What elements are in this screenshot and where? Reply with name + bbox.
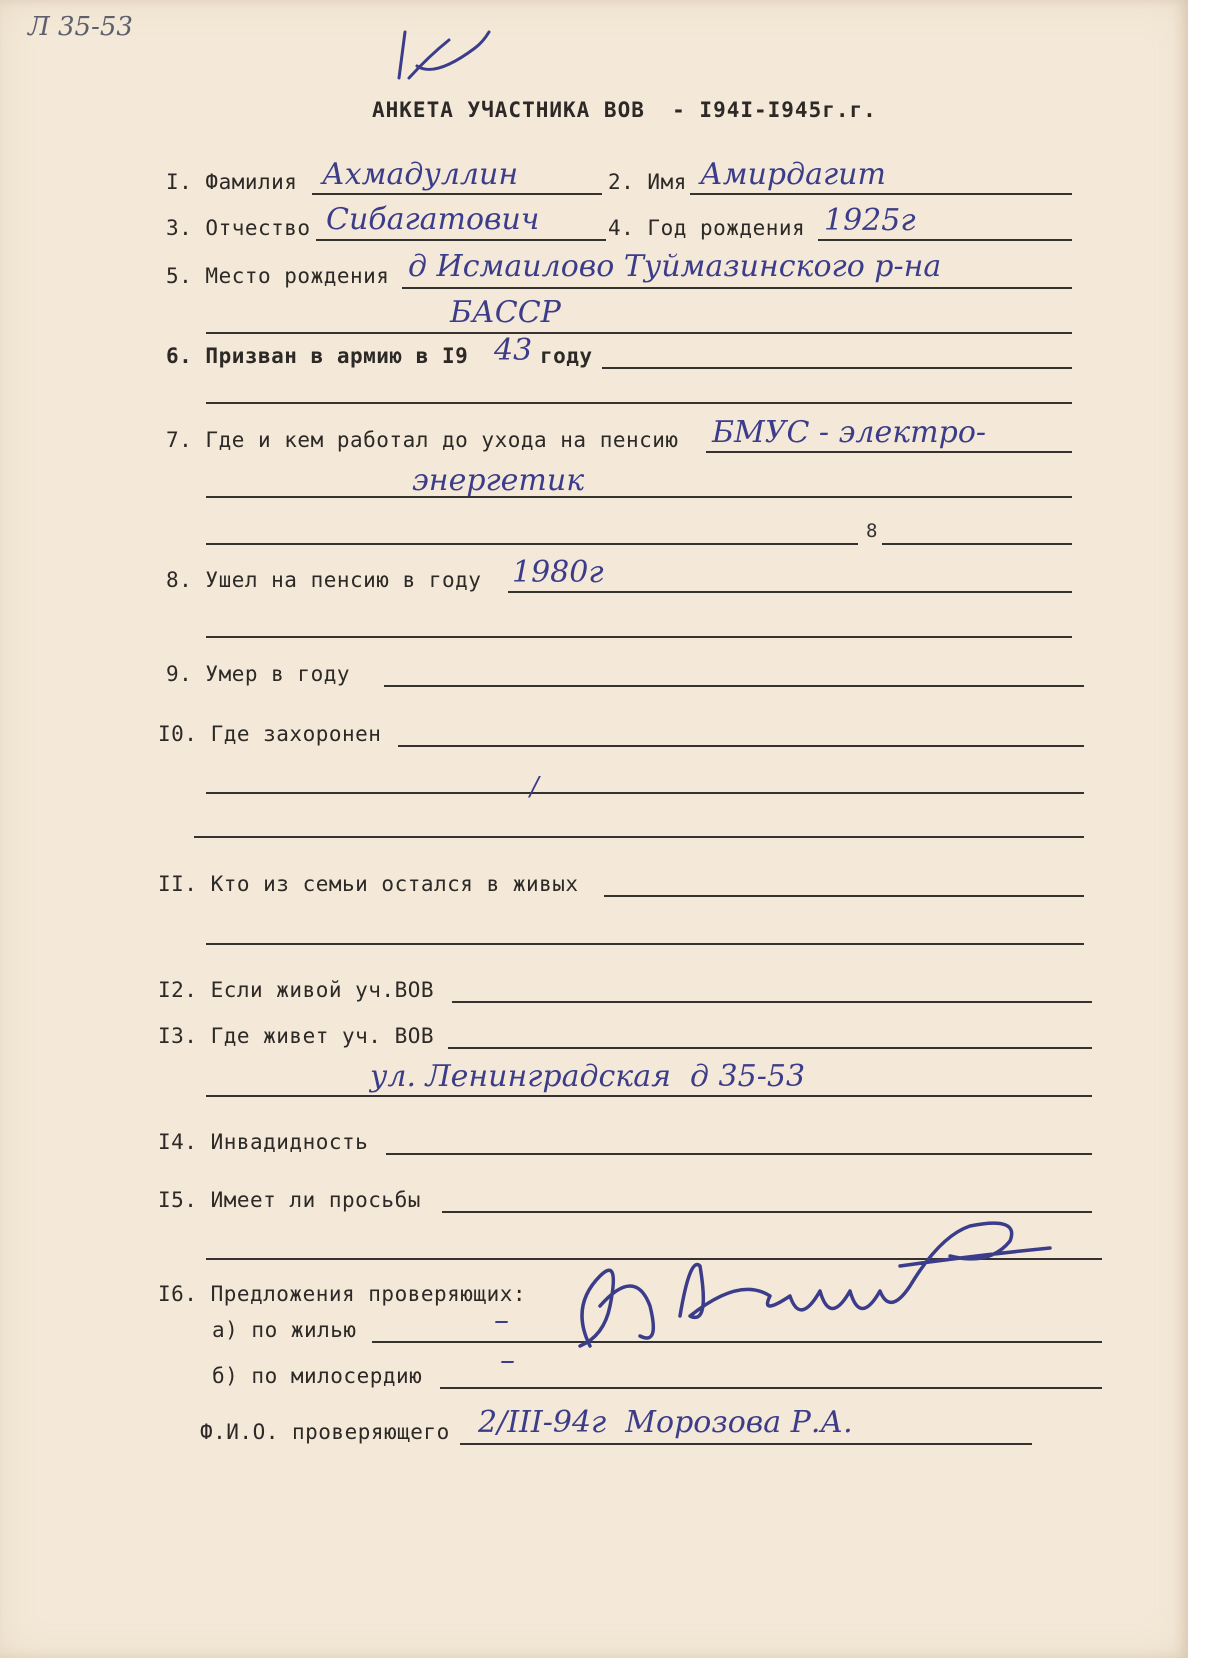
disability-line xyxy=(386,1153,1092,1155)
alive-line xyxy=(452,1001,1092,1003)
surname-label: I. Фамилия xyxy=(166,170,298,194)
death-year-label: 9. Умер в году xyxy=(166,662,351,686)
retired-value: 1980г xyxy=(512,555,604,590)
firstname-label: 2. Имя xyxy=(608,170,687,194)
burial-line-3 xyxy=(194,836,1084,838)
signature-image xyxy=(540,1196,1060,1366)
inspector-label: Ф.И.О. проверяющего xyxy=(200,1420,450,1444)
death-year-line xyxy=(384,685,1084,687)
conscripted-year-value: 43 xyxy=(494,333,533,368)
birth-year-value: 1925г xyxy=(824,203,916,238)
surname-line xyxy=(312,193,602,195)
check-mark-icon xyxy=(395,26,495,86)
requests-label: I5. Имеет ли просьбы xyxy=(158,1188,421,1212)
proposals-label: I6. Предложения проверяющих: xyxy=(158,1282,527,1306)
work-label: 7. Где и кем работал до ухода на пенсию xyxy=(166,428,679,452)
alive-label: I2. Если живой уч.ВОВ xyxy=(158,978,435,1002)
patronymic-value: Сибагатович xyxy=(326,202,540,237)
disability-label: I4. Инвадидность xyxy=(158,1130,369,1154)
birthplace-value-1: д Исмаилово Туймазинского р-на xyxy=(408,249,942,284)
birth-year-line xyxy=(818,239,1072,241)
inspector-value: 2/III-94г Морозова Р.А. xyxy=(478,1405,853,1440)
firstname-line xyxy=(690,193,1072,195)
work-line-3a xyxy=(206,543,858,545)
birthplace-line-1 xyxy=(402,287,1072,289)
conscripted-line-1 xyxy=(602,367,1072,369)
charity-label: б) по милосердию xyxy=(212,1364,423,1388)
work-value-2: энергетик xyxy=(412,463,585,498)
page-mark: 8 xyxy=(866,520,878,542)
burial-line-1 xyxy=(398,745,1084,747)
work-line-2 xyxy=(206,496,1072,498)
patronymic-line xyxy=(316,239,606,241)
residence-line-2 xyxy=(206,1095,1092,1097)
retired-line-2 xyxy=(206,636,1072,638)
surname-value: Ахмадуллин xyxy=(322,157,519,192)
residence-line-1 xyxy=(448,1047,1092,1049)
housing-value: – xyxy=(494,1303,509,1338)
retired-line-1 xyxy=(508,591,1072,593)
birthplace-line-2 xyxy=(206,332,1072,334)
work-value-1: БМУС - электро- xyxy=(712,415,987,450)
archive-mark: Л 35-53 xyxy=(28,12,133,42)
family-line-2 xyxy=(206,943,1084,945)
family-line-1 xyxy=(604,895,1084,897)
patronymic-label: 3. Отчество xyxy=(166,216,311,240)
document-title: АНКЕТА УЧАСТНИКА ВОВ - I94I-I945г.г. xyxy=(372,98,877,122)
retired-label: 8. Ушел на пенсию в году xyxy=(166,568,482,592)
burial-line-2 xyxy=(206,792,1084,794)
conscripted-line-2 xyxy=(206,402,1072,404)
charity-line xyxy=(440,1387,1102,1389)
firstname-value: Амирдагит xyxy=(700,157,886,192)
residence-label: I3. Где живет уч. ВОВ xyxy=(158,1024,435,1048)
conscripted-label-suffix: году xyxy=(540,344,593,368)
residence-value: ул. Ленинградская д 35-53 xyxy=(370,1059,806,1094)
birthplace-label: 5. Место рождения xyxy=(166,264,390,288)
work-line-3b xyxy=(882,543,1072,545)
housing-label: а) по жилью xyxy=(212,1318,357,1342)
birth-year-label: 4. Год рождения xyxy=(608,216,806,240)
burial-label: I0. Где захоронен xyxy=(158,722,382,746)
inspector-line xyxy=(460,1443,1032,1445)
family-label: II. Кто из семьи остался в живых xyxy=(158,872,579,896)
birthplace-value-2: БАССР xyxy=(450,295,561,330)
charity-value: – xyxy=(500,1343,515,1378)
work-line-1 xyxy=(706,451,1072,453)
conscripted-label: 6. Призван в армию в I9 xyxy=(166,344,469,368)
burial-mark: / xyxy=(530,772,539,802)
